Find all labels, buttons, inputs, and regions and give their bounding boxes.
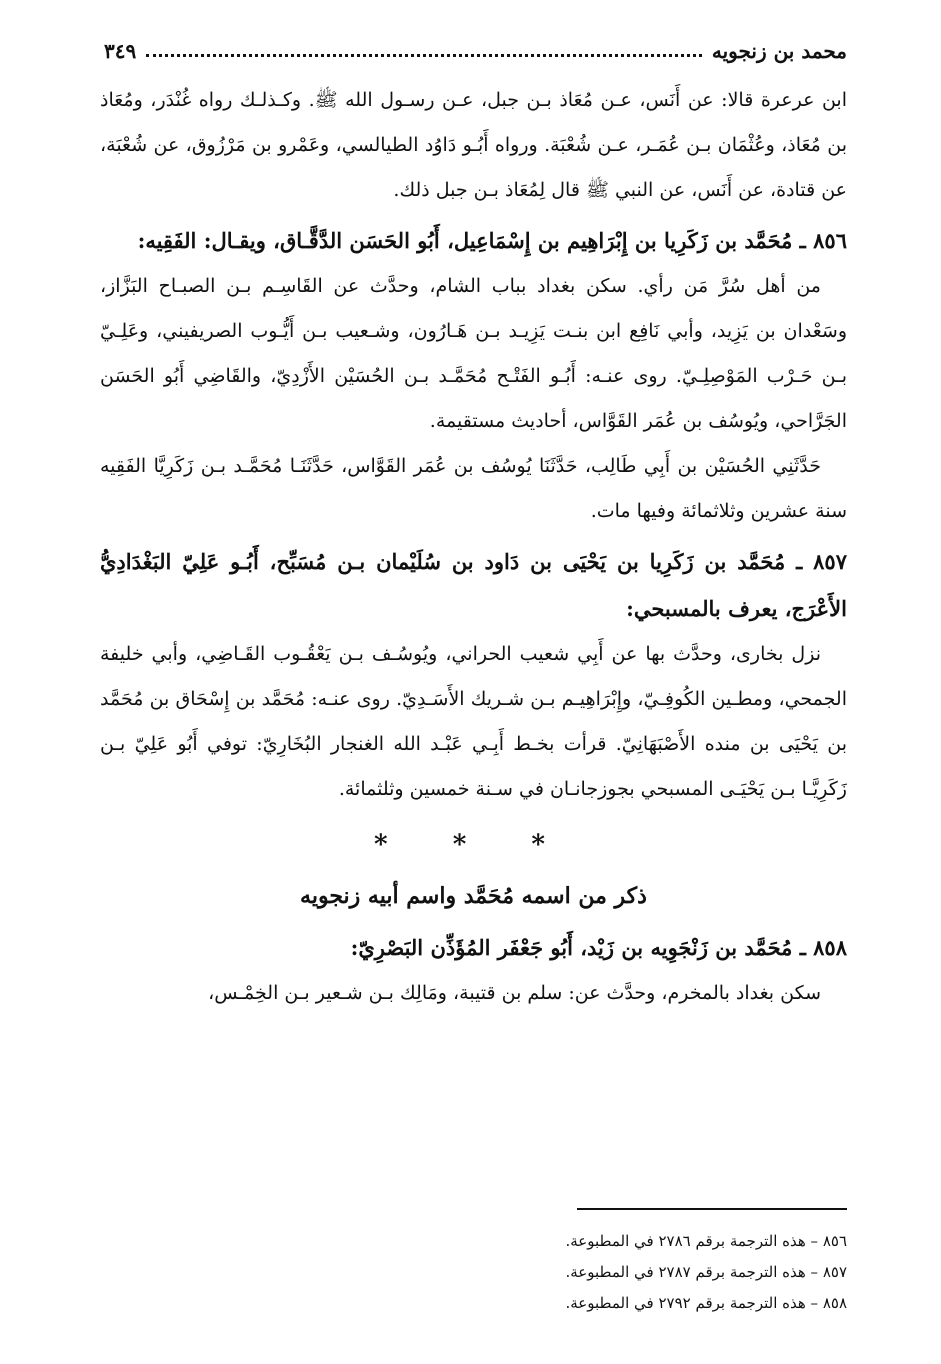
- footnote-856: ٨٥٦ – هذه الترجمة برقم ٢٧٨٦ في المطبوعة.: [565, 1232, 847, 1250]
- leader-dots: [146, 54, 702, 57]
- section-title: ذكر من اسمه مُحَمَّد واسم أبيه زنجويه: [300, 883, 647, 909]
- main-text: [100, 78, 847, 1016]
- paragraph-continuation: ابن عرعرة قالا: عن أَنَس، عـن مُعَاذ بـن جبل، عـن رسـول الله ﷺ. وكـذلـك رواه غُنْدَر، ومُعَاذ بن مُعَاذ، وعُثْمَان بـن عُمَـر، عـن شُعْبَة. ورواه أَبُـو دَاوُد الطيالسي، وعَمْرو بن مَرْزُوق، عن شُعْبَة، عن قتادة، عن أَنَس، عن النبي ﷺ قال لِمُعَاذ بـن جبل ذلك.: [100, 89, 847, 201]
- entry-heading-856: ٨٥٦ ـ مُحَمَّد بن زَكَرِيا بن إِبْرَاهِيم بن إِسْمَاعِيل، أَبُو الحَسَن الدَّقَّـاق، ويقـال: الفَقِيه:: [137, 228, 847, 253]
- paragraph-856-biography: من أهل سُرَّ مَن رأي. سكن بغداد بباب الشام، وحدَّث عن القَاسِـم بـن الصبـاح البَزَّاز، وسَعْدان بن يَزِيد، وأبي نَافِع ابن بنـت يَزِيـد بـن هَـارُون، وشـعيب بـن أَيُّـوب الصريفيني، وعَلِـيّ بـن حَـرْب المَوْصِلِـيّ. روى عنـه: أَبُـو الفَتْـح مُحَمَّـد بـن الحُسَيْن الأَزْدِيّ، والقَاضِي أَبُو الحَسَن الجَرَّاحي، ويُوسُف بن عُمَر القَوَّاس، أحاديث مستقيمة.: [100, 275, 847, 432]
- footnotes: [100, 1226, 847, 1319]
- section-separator-stars: * * *: [374, 830, 573, 860]
- footnote-separator: [577, 1208, 847, 1210]
- footnote-857: ٨٥٧ – هذه الترجمة برقم ٢٧٨٧ في المطبوعة.: [565, 1263, 847, 1281]
- running-title: محمد بن زنجويه: [711, 39, 847, 63]
- paragraph-857-biography: نزل بخارى، وحدَّث بها عن أَبِي شعيب الحراني، ويُوسُـف بـن يَعْقُـوب القَـاضِي، وأبي خليفة الجمحي، ومطـين الكُوفِـيّ، وإِبْرَاهِيـم بـن شـريك الأَسَـدِيّ. روى عنـه: مُحَمَّد بن إِسْحَاق بن مُحَمَّد بن يَحْيَى بن منده الأَصْبَهَانِيّ. قرأت بخـط أَبِـي عَبْـد الله الغنجار البُخَارِيّ: توفي أَبُو عَلِيّ بـن زَكَرِيَّـا بـن يَحْيَـى المسبحي بجوزجانـان في سـنة خمسين وثلثمائة.: [100, 643, 847, 800]
- footnote-858: ٨٥٨ – هذه الترجمة برقم ٢٧٩٢ في المطبوعة.: [565, 1294, 847, 1312]
- entry-heading-857: ٨٥٧ ـ مُحَمَّد بن زَكَرِيا بن يَحْيَى بن دَاود بن سُلَيْمان بـن مُسَبِّح، أَبُـو عَلِيّ البَغْدَادِيُّ الأَعْرَج، يعرف بالمسبحي:: [100, 549, 847, 621]
- entry-heading-858: ٨٥٨ ـ مُحَمَّد بن زَنْجَوِيه بن زَيْد، أَبُو جَعْفَر المُؤَذِّن البَصْرِيّ:: [350, 935, 847, 960]
- paragraph-858-biography: سكن بغداد بالمخرم، وحدَّث عن: سلم بن قتيبة، ومَالِك بـن شـعير بـن الخِمْـس،: [208, 982, 821, 1004]
- page-number: ٣٤٩: [104, 39, 137, 63]
- running-header: [104, 34, 847, 68]
- paragraph-856-isnad: حَدَّثَنِي الحُسَيْن بن أَبِي طَالِب، حَدَّثَنَا يُوسُف بن عُمَر القَوَّاس، حَدَّثَنَـا مُحَمَّـد بـن زَكَرِيَّا الفَقِيه سنة عشرين وثلاثمائة وفيها مات.: [100, 455, 847, 522]
